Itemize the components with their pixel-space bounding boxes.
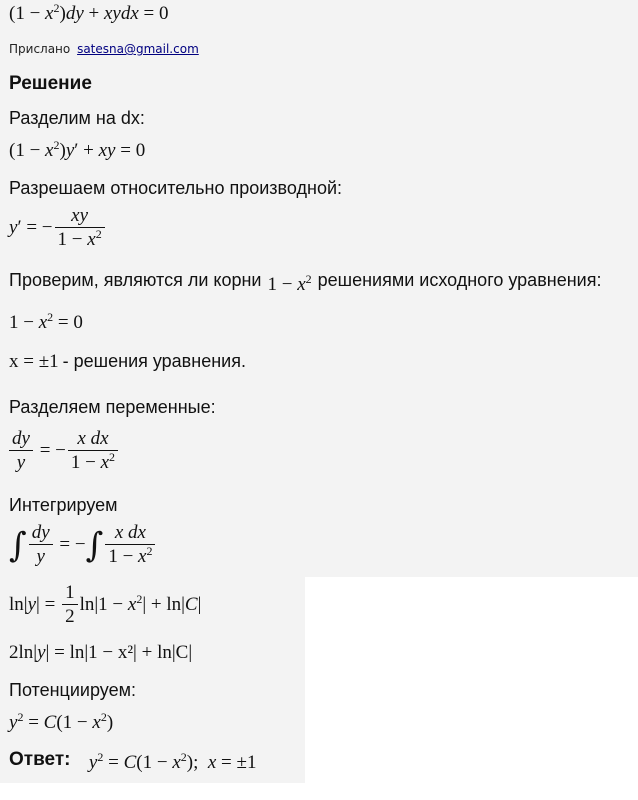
step-divide-label: Разделим на dx:	[9, 108, 145, 128]
problem-equation: $(1 - x^2)dy$ + xydx = 0	[9, 1, 169, 24]
equation-log-doubled: 2ln|y| = ln|1 − x²| + ln|C|	[9, 642, 193, 663]
answer-line	[9, 749, 256, 771]
equation-roots: $1 - x^2 = 0$	[9, 310, 83, 333]
equation-integral: ∫ $\frac{dy}{y}$ = −∫ $\frac{\text{x dx}}{1 - x^2}$	[9, 522, 157, 569]
step-separate-label: Разделяем переменные:	[9, 397, 216, 417]
equation-separated: $\frac{dy}{y}$ = − $\frac{\text{x dx}}{1 - x^2}$	[9, 428, 120, 475]
answer-formula: $y^2 = C(1 - x^2)$; x = ±1	[88, 750, 257, 773]
equation-log: ln|y| = $\frac{1}{2}$ $\ln|1 - x^2| + \ln|C|$	[9, 582, 202, 627]
equation-potentiated: $y^2 = C(1 - x^2)$	[9, 710, 114, 733]
solution-heading: Решение	[9, 73, 92, 94]
roots-value: x = ±1	[9, 351, 59, 372]
sender-email-link[interactable]: satesna@gmail.com	[77, 42, 199, 56]
check-expression: $1 - x^2$	[267, 272, 312, 295]
sent-by-line	[9, 42, 199, 56]
check-text-before: Проверим, являются ли корни	[9, 270, 262, 290]
step-resolve-label: Разрешаем относительно производной:	[9, 178, 343, 198]
check-text-after: решениями исходного уравнения:	[317, 270, 602, 290]
step-check-line	[9, 270, 601, 296]
step-potentiate-label: Потенциируем:	[9, 680, 136, 700]
step-integrate-label: Интегрируем	[9, 495, 118, 515]
sent-by-label: Прислано	[9, 42, 71, 56]
roots-line	[9, 351, 246, 373]
equation-derivative: y′ = − $\frac{xy}{1 - x^2}$	[9, 205, 107, 252]
answer-label: Ответ:	[9, 749, 71, 770]
roots-suffix: - решения уравнения.	[62, 351, 246, 371]
equation-divided: $(1 - x^2)y'$ + xy = 0	[9, 138, 146, 161]
log-rhs: ln|1 − x²| + ln|C|	[69, 642, 193, 663]
